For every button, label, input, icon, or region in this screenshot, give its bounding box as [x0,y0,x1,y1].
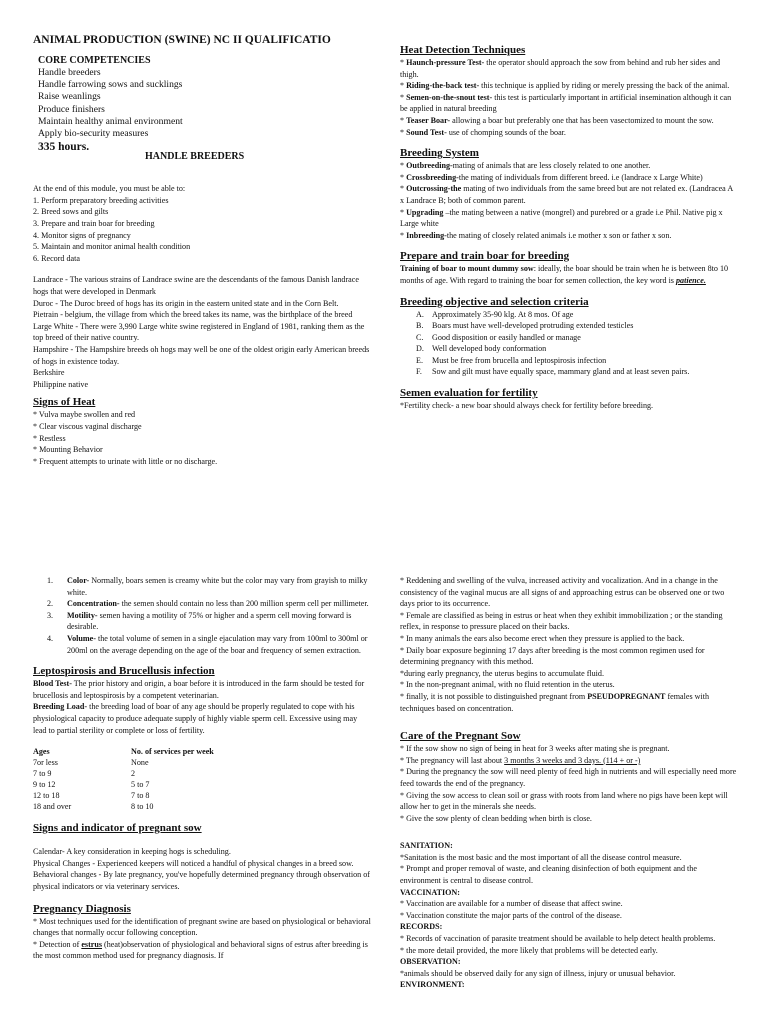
estrus-sign: * Reddening and swelling of the vulva, increased activity and vocalization. And in a change in the consistency of the vaginal mucus are all signs of and approaching estrus can be observed one or two days prior to its occurrence. [400,576,725,609]
load-text: the breeding load of boar of any age should be properly regulated to cope with his physiological capacity to produce adequate supply of highly viable sperm cell. Excessive using may lead to partial sterility or complete or loss of fertility. [33,702,358,735]
technique-text: this technique is applied by riding or merely pressing the back of the animal. [479,81,730,91]
sign-item: * Vulva maybe swollen and red [33,410,136,420]
breeding-item: * Crossbreeding-the mating of individuals from different breed. i.e (landrace x Large White) [400,172,703,182]
fertility-check: *Fertility check- a new boar should always check for fertility before breeding. [400,401,654,411]
core-heading: CORE COMPETENCIES [38,55,151,66]
indicator-item: Behavioral changes - By late pregnancy, you've hopefully determined pregnancy through observation of physical indicators or via veterinary services. [33,870,370,891]
breed-item: Philippine native [33,379,89,389]
criteria-letter: A. [416,309,424,319]
breed-item: Landrace - The various strains of Landrace swine are the descendants of the famous Danish landrace hogs that were developed in Denmark [33,275,359,296]
criteria-text: Must be free from brucella and leptospirosis infection [432,355,607,365]
records-item: * Records of vaccination of parasite treatment should be available to help detect health problems. [400,934,716,944]
item-text: the total volume of semen in a single ejaculation may vary from 100ml to 300ml or 200ml on the average depending on the age of the boar and frequency of semen extraction. [67,633,368,655]
train-key-word: patience. [676,275,706,285]
breeding-text: mating of animals that are less closely related to one another. [452,161,651,171]
diagnosis-part: (heat)observation of physiological and behavioral signs of estrus after breeding is the most common method used for pregnancy diagnosis. If [33,939,368,961]
item-number: 3. [47,610,54,620]
technique-text: the operator should approach the sow from behind and rub her sides and thigh. [400,58,721,79]
criteria-text: Approximately 35-90 klg. At 8 mos. Of age [432,309,574,319]
estrus-sign: *during early pregnancy, the uterus begins to accumulate fluid. [400,668,604,678]
cell-age: 12 to 18 [33,791,60,801]
criteria-text: Sow and gilt must have equally space, mammary gland and at least seven pairs. [432,367,690,377]
table-row [33,768,214,779]
observation-item: *animals should be observed daily for any sign of illness, injury or unusual behavior. [400,968,676,978]
sanitation-item: * Prompt and proper removal of waste, and cleaning disinfection of both equipment and the environment is central to disease control. [400,864,697,886]
core-item: Handle farrowing sows and sucklings [38,79,183,91]
item-text: Normally, boars semen is creamy white but the color may vary from grayish to milky white. [67,576,368,597]
breed-item: Pietrain - belgium, the village from which the breed takes its name, was the birthplace of the breed [33,310,353,320]
bottom-left-column [33,575,371,962]
estrus-term: estrus [81,939,103,949]
core-competencies [33,55,371,154]
module-intro: At the end of this module, you must be able to: [33,184,186,194]
estrus-sign: * Daily boar exposure beginning 17 days after breeding is the most common regimen used for determining pregnancy with this method. [400,645,705,667]
cell-age: 9 to 12 [33,780,56,790]
table-row [33,790,214,801]
item-number: 2. [47,599,54,609]
criteria-item [400,332,738,344]
heat-technique: * Teaser Boar- allowing a boar but preferably one that has been vasectomized to mount the sow. [400,115,714,125]
breed-item: Duroc - The Duroc breed of hogs has its origin in the eastern united state and in the Corn Belt. [33,298,339,308]
semen-criteria-item [33,598,371,610]
estrus-sign: * Female are classified as being in estrus or heat when they exhibit immobilization ; or the standing reflex, in response to pressure placed on their backs. [400,610,723,632]
technique-term: Teaser Boar- [406,115,451,125]
criteria-letter: D. [416,344,424,354]
table-row [33,757,214,768]
semen-criteria-item [33,633,371,656]
sanitation-item: *Sanitation is the most basic and the most important of all the disease control measure. [400,852,682,862]
train-term: Training of boar to mount dummy sow [400,264,534,274]
criteria-item [400,343,738,355]
diagnosis-part: * Detection of [33,939,82,949]
semen-criteria-list [33,575,371,656]
technique-term: Semen-on-the-snout test- [406,92,493,102]
estrus-sign: * In many animals the ears also become erect when they pressure is applied to the back. [400,633,685,643]
breed-list [33,274,371,390]
technique-term: Riding-the-back test- [406,81,480,91]
core-item: Handle breeders [38,67,101,78]
bottom-right-column [400,575,738,991]
cell-services: 5 to 7 [131,780,150,790]
observation-heading: OBSERVATION: [400,957,461,967]
top-left-column [33,33,371,467]
item-term: Motility- [67,610,98,620]
heat-technique: * Sound Test- use of chomping sounds of the boar. [400,127,566,137]
diagnosis-text [33,939,371,962]
final-part: females with techniques based on concentration. [400,691,710,713]
train-boar-heading: Prepare and train boar for breeding [400,250,570,263]
breeding-term: Upgrading [406,207,444,217]
estrus-sign [400,691,738,714]
semen-evaluation-heading: Semen evaluation for fertility [400,387,538,400]
criteria-letter: F. [416,367,422,377]
core-item: Apply bio-security measures [38,128,149,140]
criteria-text: Boars must have well-developed protruding extended testicles [432,321,634,331]
item-term: Concentration- [67,599,120,609]
semen-criteria-item [33,575,371,598]
care-item [400,755,738,767]
core-item: Raise weanlings [38,91,101,103]
breed-item: Berkshire [33,368,65,378]
breeding-text: the mating of closely related animals i.e mother x son or father x son. [446,230,672,240]
breeding-term: Crossbreeding- [406,172,459,182]
item-text: semen having a motility of 75% or higher and a sperm cell moving forward is desirable. [67,610,352,632]
heat-technique: * Semen-on-the-snout test- this test is particularly important in artificial insemination although it can be applied in natural breeding [400,92,732,114]
objective-item: 5. Maintain and monitor animal health condition [33,242,191,252]
cell-services: None [131,758,149,768]
final-part: * finally, it is not possible to distinguished pregnant from [400,691,588,701]
heat-technique: * Riding-the-back test- this technique is applied by riding or merely pressing the back of the animal. [400,81,730,91]
vaccination-item: * Vaccination constitute the major parts of the control of the disease. [400,910,622,920]
sign-item: * Clear viscous vaginal discharge [33,421,142,431]
top-right-column [400,44,738,412]
breeding-item: * Outcrossing-the mating of two individuals from the same breed but are not related ex. (Landracea A x Landrace B; both of common parent. [400,184,733,205]
care-item: * Give the sow plenty of clean bedding when birth is close. [400,813,592,823]
cell-services: 2 [131,769,136,779]
header-services: No. of services per week [131,747,214,757]
indicator-item: Calendar- A key consideration in keeping hogs is scheduling. [33,847,231,857]
core-item: Maintain healthy animal environment [38,115,183,127]
sign-item: * Restless [33,433,66,443]
breeding-item: * Inbreeding-the mating of closely related animals i.e mother x son or father x son. [400,230,672,240]
cell-age: 7or less [33,758,58,768]
hours: 335 hours. [38,141,90,154]
breeding-text: mating of two individuals from the same breed but are not related ex. (Landracea A x Landrace B; both of common parent. [400,184,733,205]
item-number: 4. [47,633,54,643]
blood-test [33,678,371,701]
breeding-item: * Outbreeding-mating of animals that are less closely related to one another. [400,161,651,171]
criteria-text: Well developed body conformation [432,344,547,354]
sign-item: * Frequent attempts to urinate with little or no discharge. [33,456,218,466]
objective-item: 1. Perform preparatory breeding activities [33,195,169,205]
cell-age: 7 to 9 [33,769,52,779]
objective-item: 2. Breed sows and gilts [33,207,109,217]
estrus-sign: * In the non-pregnant animal, with no fluid retention in the uterus. [400,680,615,690]
technique-text: this test is particularly important in artificial insemination although it can be applied in natural breeding [400,92,732,114]
technique-term: Sound Test- [406,127,447,137]
care-part: * The pregnancy will last about [400,755,505,765]
criteria-letter: B. [416,321,424,331]
technique-text: allowing a boar but preferably one that has been vasectomized to mount the sow. [450,115,714,125]
section-title: HANDLE BREEDERS [145,151,245,163]
train-body: : ideally, the boar should be train when he is between 8to 10 months of age. With regard to training the boar for semen collection, the key word is [400,264,729,285]
criteria-item [400,309,738,321]
semen-criteria-item [33,610,371,633]
breeding-text: –the mating between a native (mongrel) and purebred or a grade i.e Phil. Native pig x Large white [400,207,723,229]
criteria-item [400,320,738,332]
breeding-term: Outcrossing-the [406,184,462,194]
signs-list [33,409,371,467]
sanitation-heading: SANITATION: [400,841,453,851]
technique-term: Haunch-pressure Test- [406,58,485,67]
table-row [33,801,214,812]
breeding-load [33,701,371,736]
pseudopregnant-term: PSEUDOPREGNANT [587,691,666,701]
objective-list [33,195,371,265]
vaccination-heading: VACCINATION: [400,887,460,897]
sign-item: * Mounting Behavior [33,445,103,455]
blood-text: The prior history and origin, a boar before it is introduced in the farm should be tested for brucellosis and leptospirosis by a competent veterinarian. [33,679,365,700]
records-heading: RECORDS: [400,922,443,932]
objective-item: 4. Monitor signs of pregnancy [33,230,131,240]
criteria-item [400,366,738,378]
heat-technique: * Haunch-pressure Test- the operator should approach the sow from behind and rub her sides and thigh. [400,58,721,79]
objective-item: 3. Prepare and train boar for breeding [33,219,155,228]
diagnosis-text: * Most techniques used for the identification of pregnant swine are based on physiological or behavioral changes that normally occur following conception. [33,916,371,938]
pregnancy-diagnosis-heading: Pregnancy Diagnosis [33,902,131,915]
pregnancy-duration: 3 months 3 weeks and 3 days. (114 + or -) [504,755,641,765]
breeding-item: * Upgrading –the mating between a native (mongrel) and purebred or a grade i.e Phil. Native pig x Large white [400,207,723,229]
care-pregnant-sow-heading: Care of the Pregnant Sow [400,730,521,743]
header-ages: Ages [33,747,50,757]
train-boar-text [400,263,738,286]
criteria-text: Good disposition or easily handled or manage [432,332,581,342]
blood-term: Blood Test- [33,679,72,689]
core-item: Produce finishers [38,103,105,115]
pregnancy-indicator-heading: Signs and indicator of pregnant sow [33,822,202,835]
signs-of-heat-heading: Signs of Heat [33,396,96,409]
breed-item: Hampshire - The Hampshire breeds oh hogs may well be one of the oldest origin early American breeds of hogs in existence today. [33,344,370,366]
records-item: * the more detail provided, the more likely that problems will be detected early. [400,945,658,955]
breeding-objective-heading: Breeding objective and selection criteria [400,295,589,308]
indicator-item: Physical Changes - Experienced keepers will noticed a handful of physical changes in a breed sow. [33,858,354,868]
core-list [38,67,371,140]
technique-text: use of chomping sounds of the boar. [446,127,566,137]
breeding-term: Outbreeding- [406,161,453,171]
item-text: the semen should contain no less than 200 million sperm cell per millimeter. [119,599,369,609]
cell-age: 18 and over [33,802,72,812]
item-term: Volume- [67,633,96,643]
cell-services: 8 to 10 [131,802,154,812]
table-header [33,746,214,757]
item-term: Color- [67,576,90,585]
item-number: 1. [47,576,54,585]
breed-item: Large White - There were 3,990 Large white swine registered in England of 1981, ranking them as the top breed of their native country. [33,321,365,343]
care-item: * If the sow show no sign of being in heat for 3 weeks after mating she is pregnant. [400,744,670,754]
heat-detection-heading: Heat Detection Techniques [400,44,526,56]
vaccination-item: * Vaccination are available for a number of disease that affect swine. [400,899,623,909]
load-term: Breeding Load- [33,702,88,712]
breeding-term: Inbreeding- [406,230,447,240]
environment-heading: ENVIRONMENT: [400,980,465,990]
criteria-letter: E. [416,355,423,365]
table-row [33,779,214,790]
document-title: ANIMAL PRODUCTION (SWINE) NC II QUALIFICATIO [33,34,331,46]
criteria-letter: C. [416,332,424,342]
criteria-item [400,355,738,367]
leptospirosis-heading: Leptospirosis and Brucellusis infection [33,665,215,678]
objective-item: 6. Record data [33,253,80,263]
care-item: * During the pregnancy the sow will need plenty of feed high in nutrients and will especially need more feed towards the end of the pregnancy. [400,767,737,788]
breeding-text: the mating of individuals from different breed. i.e (landrace x Large White) [458,172,703,182]
breeding-system-heading: Breeding System [400,147,479,160]
criteria-list [400,309,738,379]
care-item: * Giving the sow access to clean soil or grass with roots from land where no pigs have been kept will allow her to get in the minerals she needs. [400,790,728,812]
services-table [33,746,214,812]
cell-services: 7 to 8 [131,791,150,801]
